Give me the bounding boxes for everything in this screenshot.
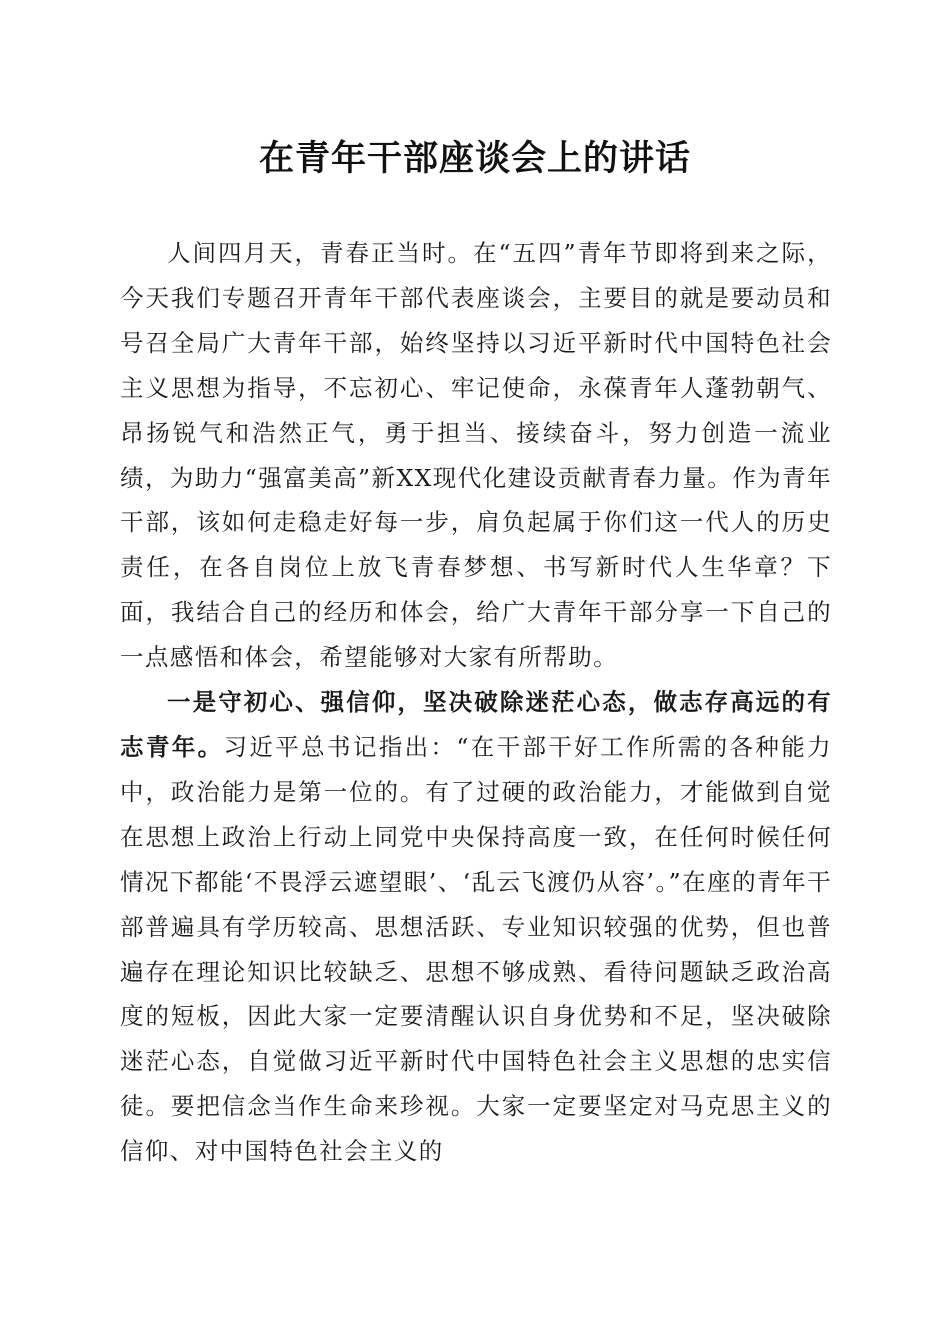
paragraph-intro bbox=[120, 231, 832, 680]
paragraph-intro-text: 人间四月天，青春正当时。在“五四”青年节即将到来之际，今天我们专题召开青年干部代表座谈会，主要目的就是要动员和号召全局广大青年干部，始终坚持以习近平新时代中国特色社会主义思想为指导，不忘初心、牢记使命，永葆青年人蓬勃朝气、昂扬锐气和浩然正气，勇于担当、接续奋斗，努力创造一流业绩，为助力“强富美高”新XX现代化建设贡献青春力量。作为青年干部，该如何走稳走好每一步，肩负起属于你们这一代人的历史责任，在各自岗位上放飞青春梦想、书写新时代人生华章？下面，我结合自己的经历和体会，给广大青年干部分享一下自己的一点感悟和体会，希望能够对大家有所帮助。 bbox=[120, 239, 832, 672]
paragraph-point-one bbox=[120, 680, 832, 1174]
paragraph-point-one-heading: 一是守初心、强信仰，坚决破除迷茫心态，做志存高远的有志青年。 bbox=[120, 688, 832, 761]
document-body bbox=[120, 231, 832, 1174]
paragraph-point-one-text: 习近平总书记指出：“在干部干好工作所需的各种能力中，政治能力是第一位的。有了过硬的政治能力，才能做到自觉在思想上政治上行动上同党中央保持高度一致，在任何时候任何情况下都能‘不畏浮云遮望眼’、‘乱云飞渡仍从容’。”在座的青年干部普遍具有学历较高、思想活跃、专业知识较强的优势，但也普遍存在理论知识比较缺乏、思想不够成熟、看待问题缺乏政治高度的短板，因此大家一定要清醒认识自身优势和不足，坚决破除迷茫心态，自觉做习近平新时代中国特色社会主义思想的忠实信徒。要把信念当作生命来珍视。大家一定要坚定对马克思主义的信仰、对中国特色社会主义的 bbox=[120, 732, 832, 1166]
document-title: 在青年干部座谈会上的讲话 bbox=[258, 138, 691, 179]
